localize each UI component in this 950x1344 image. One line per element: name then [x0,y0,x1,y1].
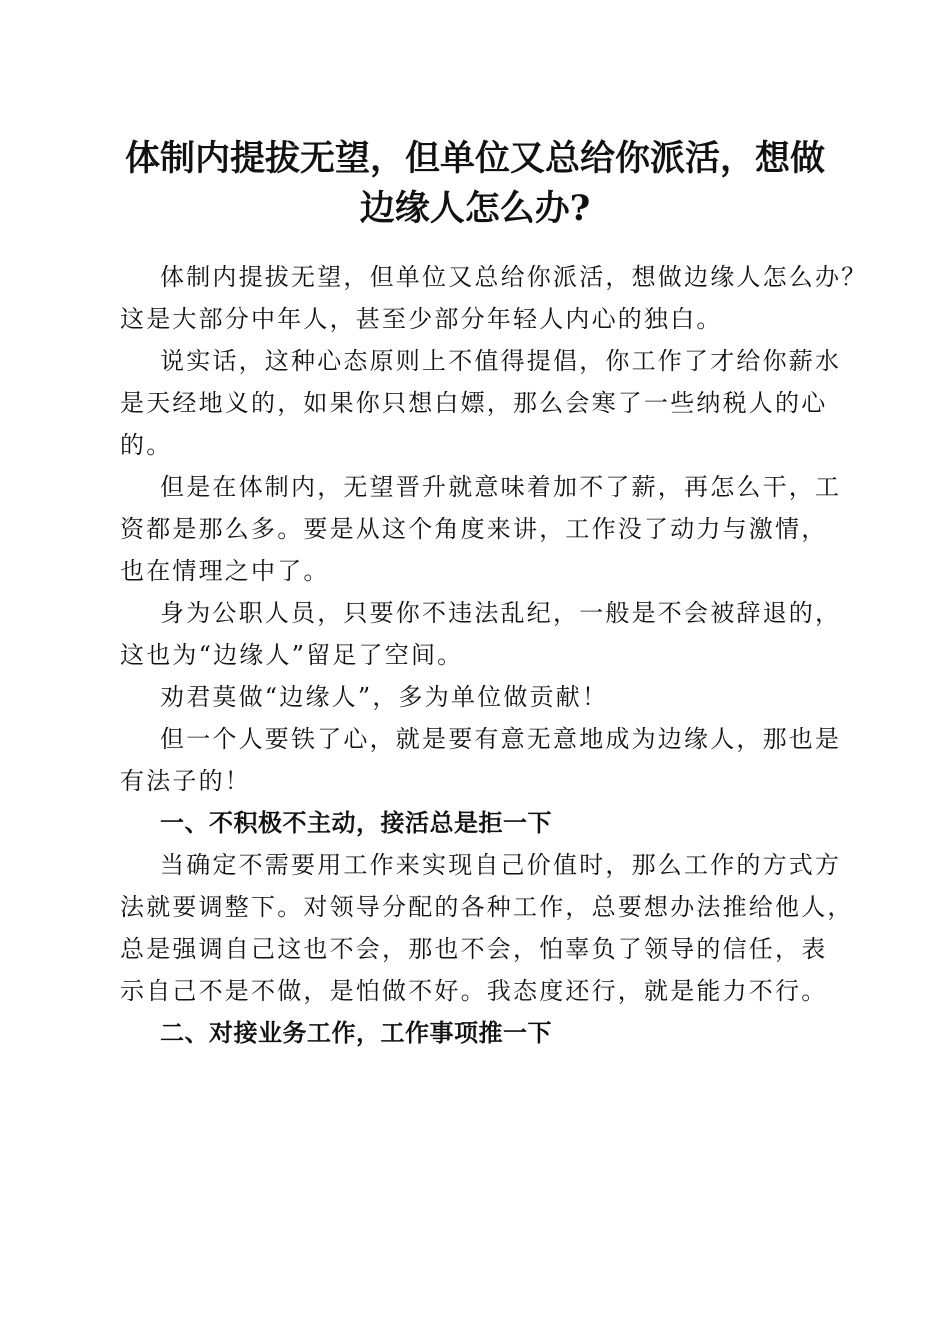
paragraph-3 [120,466,860,592]
paragraph-line: 资都是那么多。要是从这个角度来讲，工作没了动力与激情， [120,515,828,543]
paragraph-4 [120,592,860,676]
paragraph-line: 法就要调整下。对领导分配的各种工作，总要想办法推给他人， [120,893,854,921]
section-heading-text: 二、对接业务工作，工作事项推一下 [160,1019,552,1047]
paragraph-line: 当确定不需要用工作来实现自己价值时，那么工作的方式方 [160,851,842,879]
paragraph-7 [120,844,860,1012]
paragraph-line: 有法子的！ [120,767,251,795]
paragraph-line: 这也为“边缘人”留足了空间。 [120,641,464,669]
paragraph-2 [120,340,860,466]
title-line-2: 边缘人怎么办? [359,188,591,229]
paragraph-line: 说实话，这种心态原则上不值得提倡，你工作了才给你薪水 [160,347,842,375]
paragraph-line: 身为公职人员，只要你不违法乱纪，一般是不会被辞退的， [160,599,842,627]
paragraph-line: 但一个人要铁了心，就是要有意无意地成为边缘人，那也是 [160,725,842,753]
paragraph-line: 劝君莫做“边缘人”，多为单位做贡献！ [160,683,609,711]
section-heading-2 [120,1012,860,1054]
paragraph-line: 示自己不是不做，是怕做不好。我态度还行，就是能力不行。 [120,977,828,1005]
paragraph-1 [120,256,868,340]
paragraph-line: 这是大部分中年人，甚至少部分年轻人内心的独白。 [120,305,723,333]
paragraph-6 [120,718,860,802]
article-title [100,134,850,234]
paragraph-line: 但是在体制内，无望晋升就意味着加不了薪，再怎么干，工 [160,473,842,501]
section-heading-text: 一、不积极不主动，接活总是拒一下 [160,809,552,837]
section-heading-1 [120,802,860,844]
paragraph-line: 总是强调自己这也不会，那也不会，怕辜负了领导的信任，表 [120,935,828,963]
paragraph-line: 体制内提拔无望，但单位又总给你派活，想做边缘人怎么办？ [160,263,868,291]
title-line-1: 体制内提拔无望，但单位又总给你派活，想做 [124,138,825,179]
paragraph-line: 是天经地义的，如果你只想白嫖，那么会寒了一些纳税人的心 [120,389,828,417]
paragraph-line: 的。 [120,431,173,459]
article-body [120,256,868,1054]
paragraph-line: 也在情理之中了。 [120,557,330,585]
paragraph-5 [120,676,860,718]
